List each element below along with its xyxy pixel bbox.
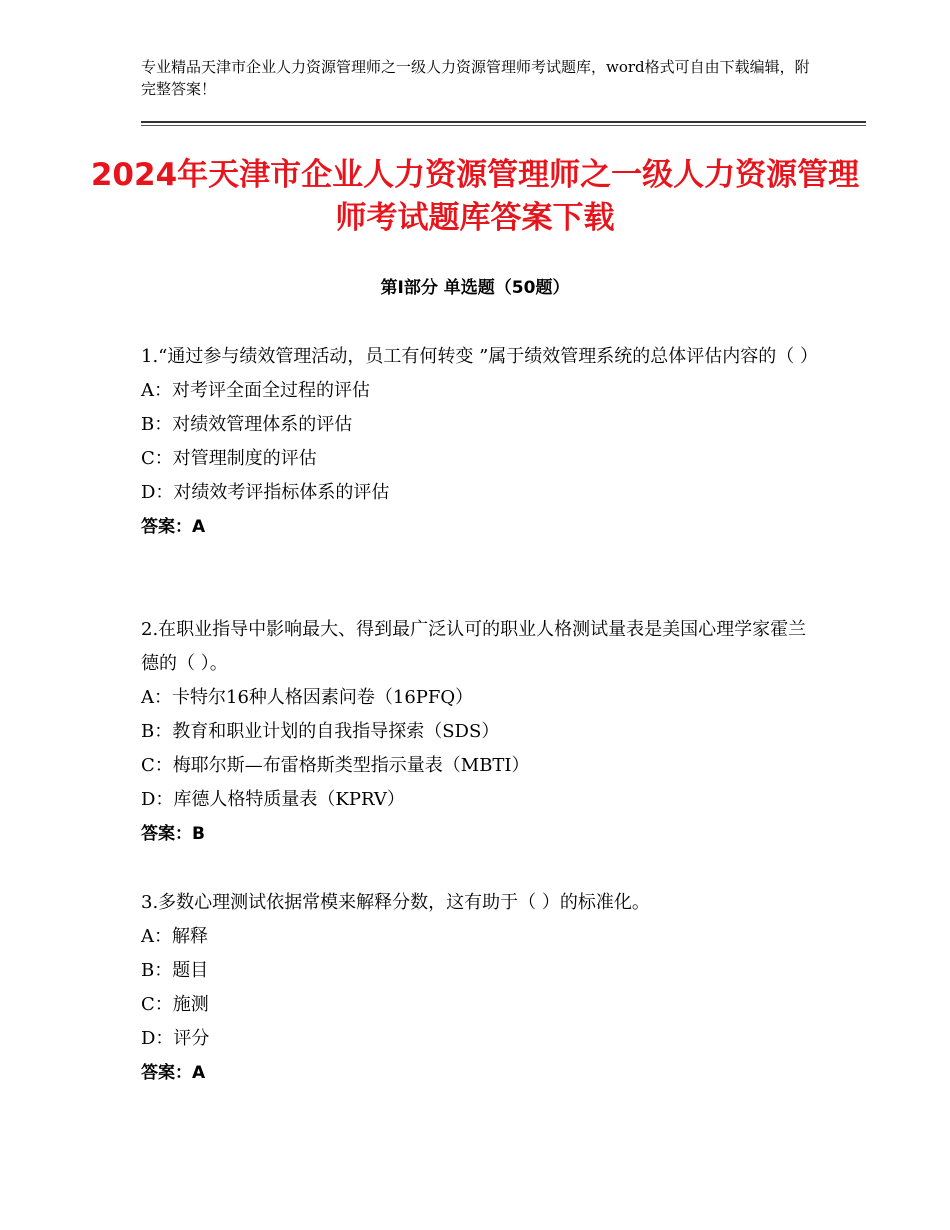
option-d: D：对绩效考评指标体系的评估	[141, 482, 390, 503]
option-a: A：解释	[141, 926, 208, 947]
answer: 答案：A	[141, 517, 206, 537]
header-divider-thin	[141, 125, 866, 126]
option-d: D：评分	[141, 1028, 210, 1049]
option-a: A：对考评全面全过程的评估	[141, 380, 370, 401]
option-d: D：库德人格特质量表（KPRV）	[141, 789, 405, 810]
option-c: C：对管理制度的评估	[141, 448, 317, 469]
header-note: 专业精品天津市企业人力资源管理师之一级人力资源管理师考试题库，word格式可自由下载编辑，附完整答案！	[141, 58, 810, 98]
option-b: B：对绩效管理体系的评估	[141, 414, 353, 435]
answer: 答案：A	[141, 1063, 206, 1083]
option-c: C：梅耶尔斯—布雷格斯类型指示量表（MBTI）	[141, 755, 530, 776]
question-block	[141, 613, 811, 851]
option-c: C：施测	[141, 994, 209, 1015]
option-b: B：教育和职业计划的自我指导探索（SDS）	[141, 721, 500, 742]
question-block	[141, 340, 819, 544]
question-block	[141, 886, 811, 1090]
question-stem: 3.多数心理测试依据常模来解释分数，这有助于（ ）的标准化。	[141, 892, 650, 913]
question-stem: 1.“通过参与绩效管理活动，员工有何转变 ”属于绩效管理系统的总体评估内容的（ ）	[141, 346, 819, 367]
question-stem: 2.在职业指导中影响最大、得到最广泛认可的职业人格测试量表是美国心理学家霍兰德的（ ）。	[141, 619, 807, 674]
section-title: 第Ⅰ部分 单选题（50题）	[380, 278, 570, 298]
option-b: B：题目	[141, 960, 209, 981]
document-title: 2024年天津市企业人力资源管理师之一级人力资源管理师考试题库答案下载	[90, 157, 860, 236]
header-divider	[141, 121, 866, 123]
answer: 答案：B	[141, 824, 205, 844]
option-a: A：卡特尔16种人格因素问卷（16PFQ）	[141, 687, 474, 708]
